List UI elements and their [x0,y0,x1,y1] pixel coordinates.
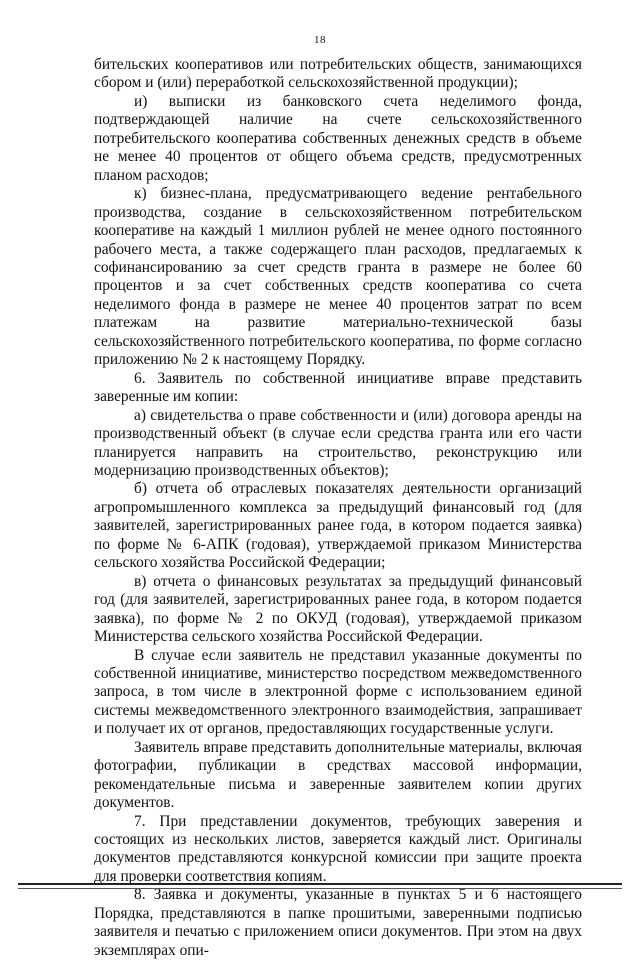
footer-rule-thin [18,888,622,889]
paragraph-item-v: в) отчета о финансовых результатах за предыдущий финансовый год (для заявителей, зарегистрированных ранее года, в котором подается заявка), по форме № 2 по ОКУД (годовая), утверждаемой приказом Министерства сельского хозяйства Российской Федерации. [94,572,582,646]
paragraph-clause-6: 6. Заявитель по собственной инициативе вправе представить заверенные им копии: [94,369,582,406]
paragraph-clause-8: 8. Заявка и документы, указанные в пунктах 5 и 6 настоящего Порядка, представляются в папке прошитыми, заверенными подписью заявителя и печатью с приложением описи документов. При этом на двух экземплярах опи- [94,886,582,959]
paragraph-interagency-request: В случае если заявитель не представил указанные документы по собственной инициативе, министерство посредством межведомственного запроса, в том числе в электронной форме с использованием единой системы межведомственного электронного взаимодействия, запрашивает и получает их от органов, предоставляющих государственные услуги. [94,646,582,738]
paragraph-item-b: б) отчета об отраслевых показателях деятельности организаций агропромышленного комплекса за предыдущий финансовый год (для заявителей, зарегистрированных ранее года, в котором подается заявка) по форме № 6-АПК (годовая), утверждаемой приказом Министерства сельского хозяйства Российской Федерации; [94,480,582,572]
paragraph-clause-7: 7. При представлении документов, требующих заверения и состоящих из нескольких листов, заверяется каждый лист. Оригиналы документов представляются конкурсной комиссии при защите проекта для проверки соответствия копиям. [94,812,582,885]
paragraph-additional-materials: Заявитель вправе представить дополнительные материалы, включая фотографии, публикации в средствах массовой информации, рекомендательные письма и заверенные заявителем копии других документов. [94,738,582,812]
footer-rule-thick [18,883,622,885]
document-body [94,56,582,960]
paragraph-item-a: а) свидетельства о праве собственности и (или) договора аренды на производственный объект (в случае если средства гранта или его части планируется направить на строительство, реконструкцию или модернизацию производственных объектов); [94,406,582,479]
page-number: 18 [314,34,326,46]
paragraph-item-k: к) бизнес-плана, предусматривающего ведение рентабельного производства, создание в сельскохозяйственном потребительском кооперативе на каждый 1 миллион рублей не менее одного постоянного рабочего места, а также содержащего план расходов, предлагаемых к софинансированию за счет средств гранта в размере не более 60 процентов и за счет собственных средств кооператива со счета неделимого фонда в размере не менее 40 процентов затрат по всем платежам на развитие материально-технической базы сельскохозяйственного потребительского кооператива, по форме согласно приложению № 2 к настоящему Порядку. [94,185,582,369]
paragraph-item-i: и) выписки из банковского счета неделимого фонда, подтверждающей наличие на счете сельскохозяйственного потребительского кооператива собственных денежных средств в объеме не менее 40 процентов от общего объема средств, предусмотренных планом расходов; [94,92,582,184]
paragraph-continuation: бительских кооперативов или потребительских обществ, занимающихся сбором и (или) переработкой сельскохозяйственной продукции); [94,56,582,92]
